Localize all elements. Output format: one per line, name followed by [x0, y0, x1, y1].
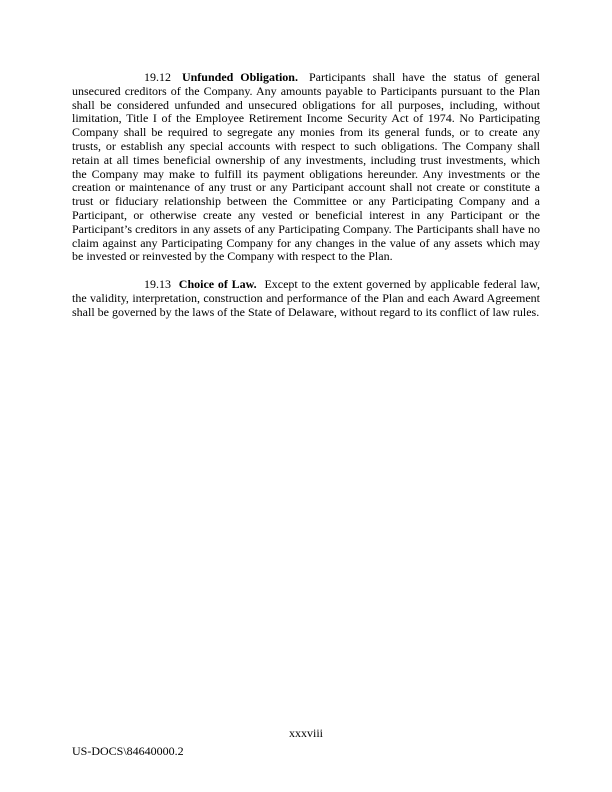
section-body: Participants shall have the status of general unsecured creditors of the Company. Any amounts payable to Participants pursuant to the Plan shall be considered unfunded and unsecured obligations for all purposes, including, without limitation, Title I of the Employee Retirement Income Security Act of 1974. No Participating Company shall be required to segregate any monies from its general funds, or to create any trusts, or establish any special accounts with respect to such obligations. The Company shall retain at all times beneficial ownership of any investments, including trust investments, which the Company may make to fulfill its payment obligations hereunder. Any investments or the creation or maintenance of any trust or any Participant account shall not create or constitute a trust or fiduciary relationship between the Committee or any Participating Company and a Participant, or otherwise create any vested or beneficial interest in any Participant or the Participant’s creditors in any assets of any Participating Company. The Participants shall have no claim against any Participating Company for any changes in the value of any assets which may be invested or reinvested by the Company with respect to the Plan.	[72, 70, 541, 264]
section-number: 19.13	[144, 276, 171, 291]
section-paragraph-19-13	[72, 278, 540, 319]
page-number: xxxviii	[288, 726, 323, 740]
section-number: 19.12	[144, 70, 171, 84]
section-body: Except to the extent governed by applicable federal law, the validity, interpretation, construction and performance of the Plan and each Award Agreement shall be governed by the laws of the State of Delaware, without regard to its conflict of law rules.	[72, 276, 541, 319]
document-body	[72, 71, 540, 333]
section-paragraph-19-12	[72, 71, 540, 264]
section-title: Unfunded Obligation.	[181, 70, 298, 84]
section-title: Choice of Law.	[178, 276, 257, 291]
document-id: US-DOCS\84640000.2	[72, 744, 184, 758]
